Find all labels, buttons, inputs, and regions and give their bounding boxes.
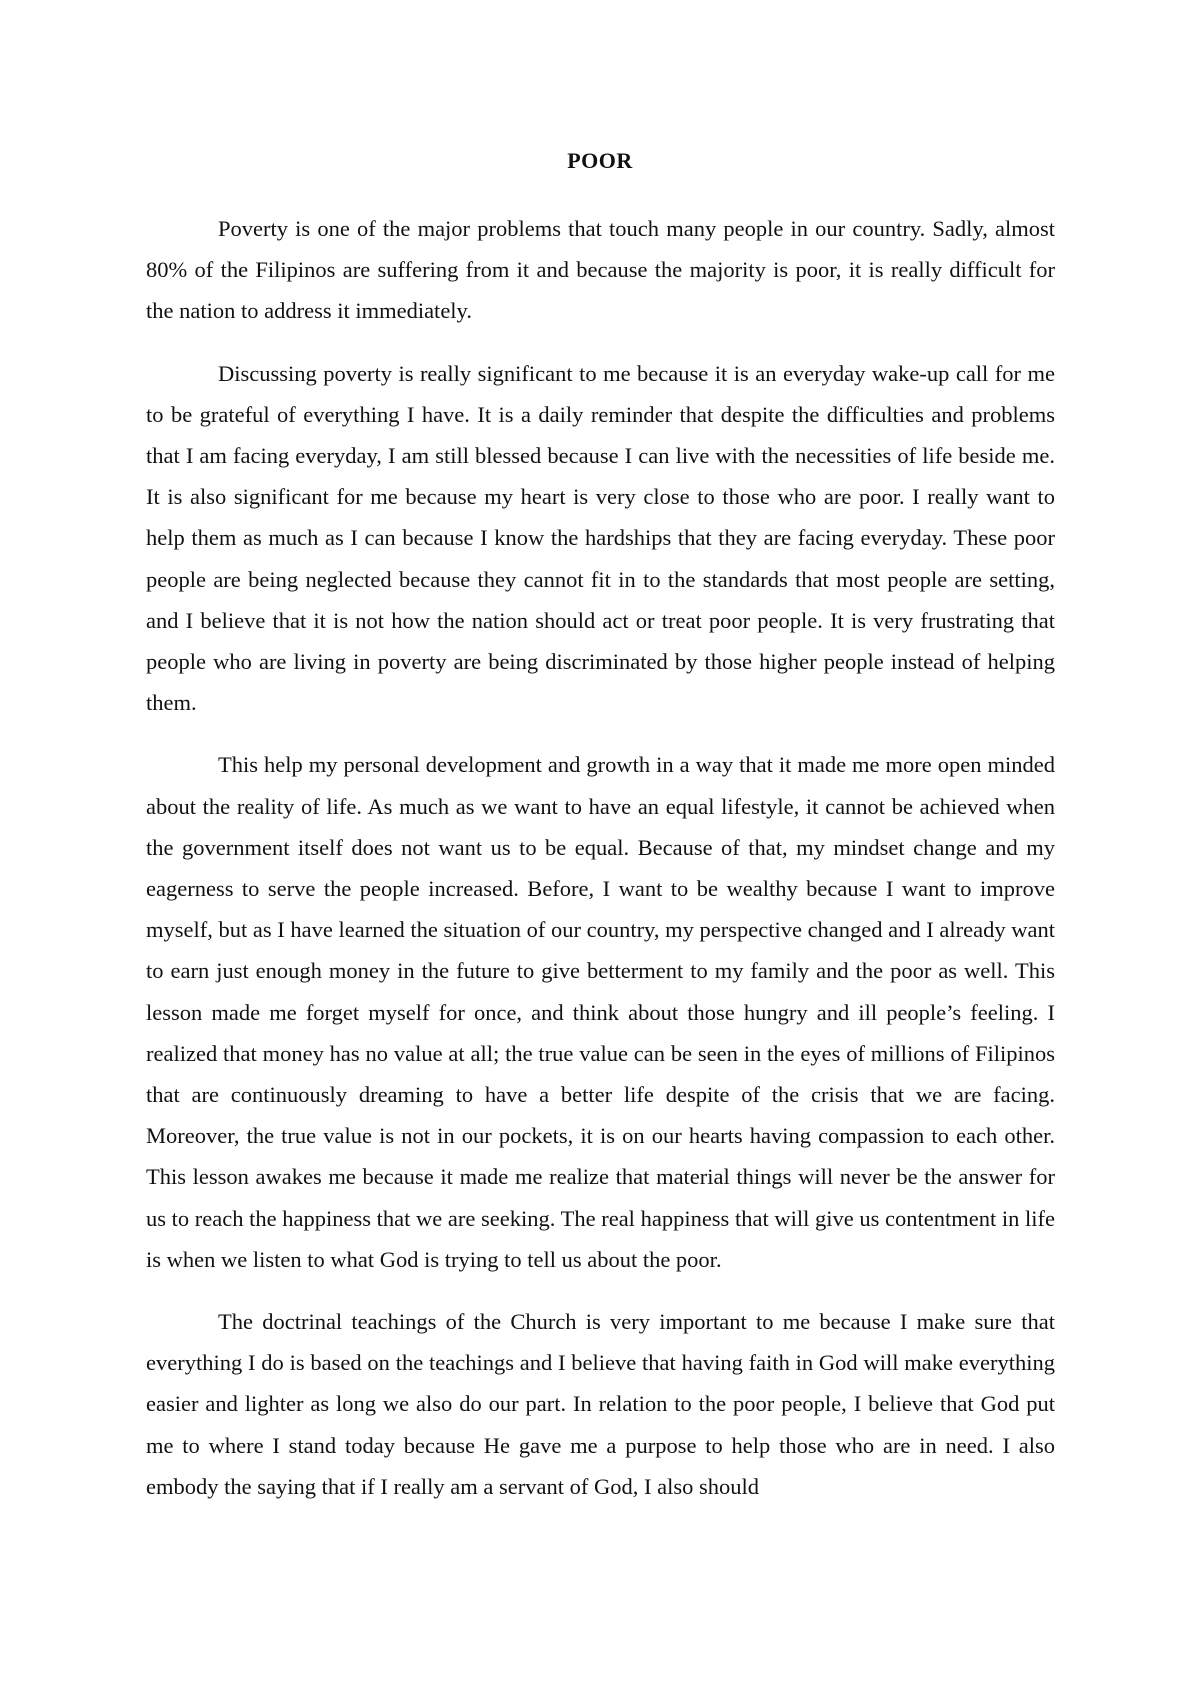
paragraph-poverty-intro: Poverty is one of the major problems that touch many people in our country. Sadly, almost 80% of the Filipinos are suffering from it and because the majority is poor, it is really difficult for the nation to address it immediately.: [146, 216, 1055, 324]
document-title: POOR: [567, 148, 633, 173]
paragraph-personal-development: This help my personal development and growth in a way that it made me more open minded about the reality of life. As much as we want to have an equal lifestyle, it cannot be achieved when the government itself does not want us to be equal. Because of that, my mindset change and my eagerness to serve the people increased. Before, I want to be wealthy because I want to improve myself, but as I have learned the situation of our country, my perspective changed and I already want to earn just enough money in the future to give betterment to my family and the poor as well. This lesson made me forget myself for once, and think about those hungry and ill people’s feeling. I realized that money has no value at all; the true value can be seen in the eyes of millions of Filipinos that are continuously dreaming to have a better life despite of the crisis that we are facing. Moreover, the true value is not in our pockets, it is on our hearts having compassion to each other. This lesson awakes me because it made me realize that material things will never be the answer for us to reach the happiness that we are seeking. The real happiness that will give us contentment in life is when we listen to what God is trying to tell us about the poor.: [146, 752, 1055, 1272]
paragraph-significance: Discussing poverty is really significant to me because it is an everyday wake-up call for me to be grateful of everything I have. It is a daily reminder that despite the difficulties and problems that I am facing everyday, I am still blessed because I can live with the necessities of life beside me. It is also significant for me because my heart is very close to those who are poor. I really want to help them as much as I can because I know the hardships that they are facing everyday. These poor people are being neglected because they cannot fit in to the standards that most people are setting, and I believe that it is not how the nation should act or treat poor people. It is very frustrating that people who are living in poverty are being discriminated by those higher people instead of helping them.: [146, 360, 1055, 716]
document-body: [146, 208, 1055, 1528]
paragraph-church-teachings: The doctrinal teachings of the Church is very important to me because I make sure that everything I do is based on the teachings and I believe that having faith in God will make everything easier and lighter as long we also do our part. In relation to the poor people, I believe that God put me to where I stand today because He gave me a purpose to help those who are in need. I also embody the saying that if I really am a servant of God, I also should: [146, 1309, 1055, 1499]
